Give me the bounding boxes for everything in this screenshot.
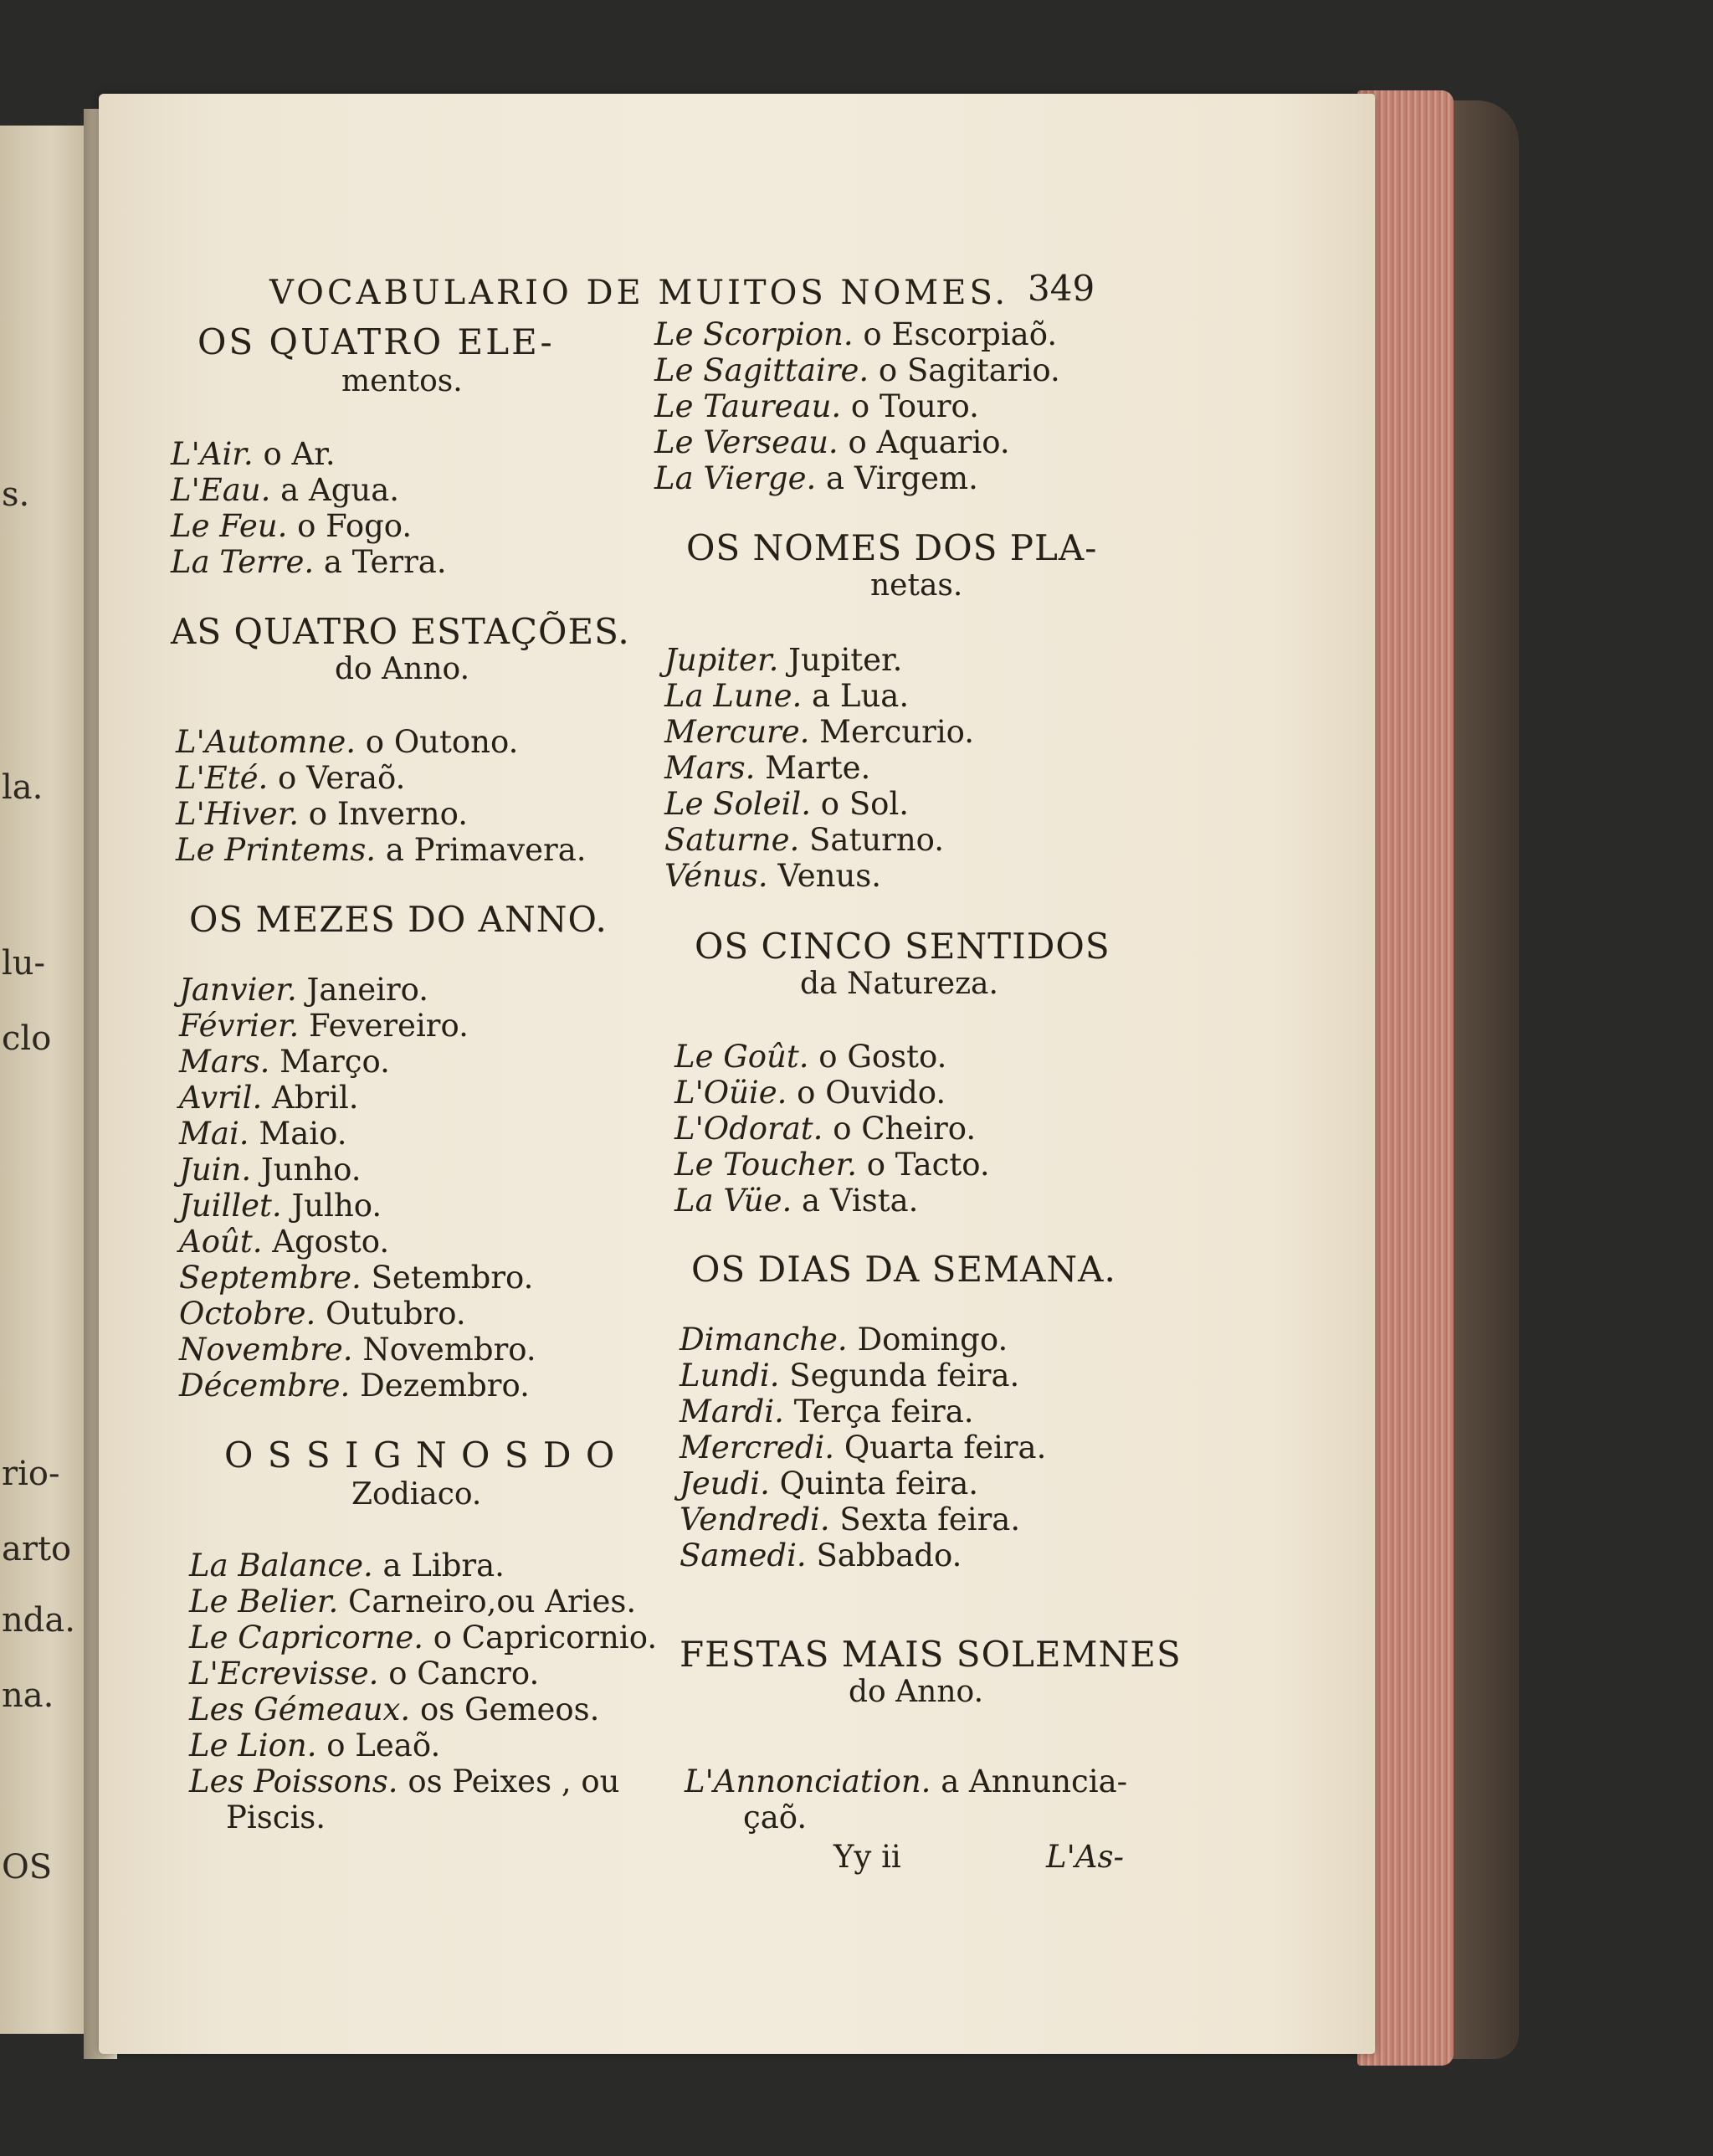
vocab-entry: Les Poissons. os Peixes , ou (189, 1763, 620, 1799)
left-page-fragment: nda. (2, 1601, 75, 1640)
vocab-entry: Avril. Abril. (179, 1080, 359, 1116)
section-heading: FESTAS MAIS SOLEMNES (680, 1634, 1182, 1675)
vocab-entry: La Lune. a Lua. (664, 678, 910, 714)
section-subheading: da Natureza. (800, 967, 998, 1001)
vocab-entry: Mai. Maio. (179, 1116, 347, 1152)
entry-continuation: Piscis. (226, 1799, 326, 1835)
left-page-fragment: la. (2, 768, 44, 807)
vocab-entry: Vénus. Venus. (664, 858, 882, 894)
vocab-entry: Jeudi. Quinta feira. (680, 1466, 979, 1502)
section-subheading: mentos. (341, 364, 463, 398)
vocab-entry: Août. Agosto. (179, 1224, 390, 1260)
section-heading: O S S I G N O S D O (224, 1435, 617, 1476)
section-subheading: Zodiaco. (351, 1477, 482, 1512)
vocab-entry: La Terre. a Terra. (171, 544, 447, 580)
vocab-entry: L'Oüie. o Ouvido. (674, 1075, 946, 1111)
left-page-fragment: rio- (2, 1455, 60, 1493)
vocab-entry: Le Printems. a Primavera. (176, 832, 587, 868)
vocab-entry: Décembre. Dezembro. (179, 1368, 530, 1404)
section-heading: OS NOMES DOS PLA- (686, 527, 1098, 568)
vocab-entry: Samedi. Sabbado. (680, 1537, 962, 1573)
entry-continuation: çaõ. (743, 1799, 808, 1835)
vocab-entry: La Vierge. a Virgem. (654, 460, 978, 496)
left-page-fragment: arto (2, 1530, 72, 1568)
section-heading: OS DIAS DA SEMANA. (691, 1249, 1116, 1290)
vocab-entry: Le Sagittaire. o Sagitario. (654, 352, 1060, 388)
catchword: L'As- (1046, 1839, 1124, 1875)
vocab-entry: L'Air. o Ar. (171, 436, 336, 472)
page-number: 349 (1028, 268, 1095, 309)
signature-mark: Yy ii (833, 1839, 901, 1875)
left-page-edge (0, 126, 94, 2034)
vocab-entry: Octobre. Outubro. (179, 1296, 466, 1332)
vocab-entry: Le Scorpion. o Escorpiaõ. (654, 316, 1058, 352)
vocab-entry: L'Annonciation. a Annuncia- (685, 1763, 1128, 1799)
vocab-entry: Jupiter. Jupiter. (664, 642, 903, 678)
vocab-entry: Juin. Junho. (179, 1152, 362, 1188)
vocab-entry: Mars. Março. (179, 1044, 390, 1080)
vocab-entry: Le Toucher. o Tacto. (674, 1147, 990, 1183)
vocab-entry: Le Capricorne. o Capricornio. (189, 1620, 658, 1656)
vocab-entry: Le Lion. o Leaõ. (189, 1727, 441, 1763)
vocab-entry: Mars. Marte. (664, 750, 871, 786)
vocab-entry: L'Eau. a Agua. (171, 472, 400, 508)
vocab-entry: Juillet. Julho. (179, 1188, 382, 1224)
vocab-entry: L'Automne. o Outono. (176, 724, 519, 760)
vocab-entry: Le Goût. o Gosto. (674, 1039, 947, 1075)
vocab-entry: La Balance. a Libra. (189, 1548, 505, 1584)
vocab-entry: Février. Fevereiro. (179, 1008, 469, 1044)
vocab-entry: Dimanche. Domingo. (680, 1322, 1008, 1358)
vocab-entry: Le Belier. Carneiro,ou Aries. (189, 1584, 637, 1620)
section-subheading: do Anno. (849, 1675, 984, 1709)
vocab-entry: Le Verseau. o Aquario. (654, 424, 1010, 460)
vocab-entry: L'Odorat. o Cheiro. (674, 1111, 977, 1147)
vocab-entry: Le Feu. o Fogo. (171, 508, 413, 544)
section-subheading: netas. (870, 568, 963, 603)
left-page-fragment: lu- (2, 944, 46, 983)
vocab-entry: L'Eté. o Veraõ. (176, 760, 406, 796)
vocab-entry: Lundi. Segunda feira. (680, 1358, 1020, 1394)
vocab-entry: Janvier. Janeiro. (179, 972, 429, 1008)
running-head: VOCABULARIO DE MUITOS NOMES. (269, 274, 1009, 312)
vocab-entry: Septembre. Setembro. (179, 1260, 534, 1296)
left-page-fragment: OS (2, 1848, 53, 1887)
vocab-entry: Vendredi. Sexta feira. (680, 1502, 1021, 1537)
section-heading: OS CINCO SENTIDOS (695, 926, 1110, 967)
vocab-entry: La Vüe. a Vista. (674, 1183, 919, 1219)
vocab-entry: Novembre. Novembro. (179, 1332, 536, 1368)
left-page-fragment: na. (2, 1676, 54, 1715)
section-heading: OS QUATRO ELE- (197, 321, 555, 362)
section-subheading: do Anno. (335, 652, 470, 686)
vocab-entry: L'Ecrevisse. o Cancro. (189, 1656, 540, 1691)
vocab-entry: Mercure. Mercurio. (664, 714, 975, 750)
vocab-entry: Mercredi. Quarta feira. (680, 1430, 1047, 1466)
vocab-entry: L'Hiver. o Inverno. (176, 796, 468, 832)
vocab-entry: Les Gémeaux. os Gemeos. (189, 1691, 600, 1727)
vocab-entry: Mardi. Terça feira. (680, 1394, 974, 1430)
section-heading: AS QUATRO ESTAÇÕES. (171, 611, 630, 652)
section-heading: OS MEZES DO ANNO. (189, 899, 608, 940)
left-page-fragment: s. (2, 475, 30, 514)
left-page-fragment: clo (2, 1019, 52, 1058)
vocab-entry: Saturne. Saturno. (664, 822, 945, 858)
vocab-entry: Le Soleil. o Sol. (664, 786, 910, 822)
vocab-entry: Le Taureau. o Touro. (654, 388, 979, 424)
